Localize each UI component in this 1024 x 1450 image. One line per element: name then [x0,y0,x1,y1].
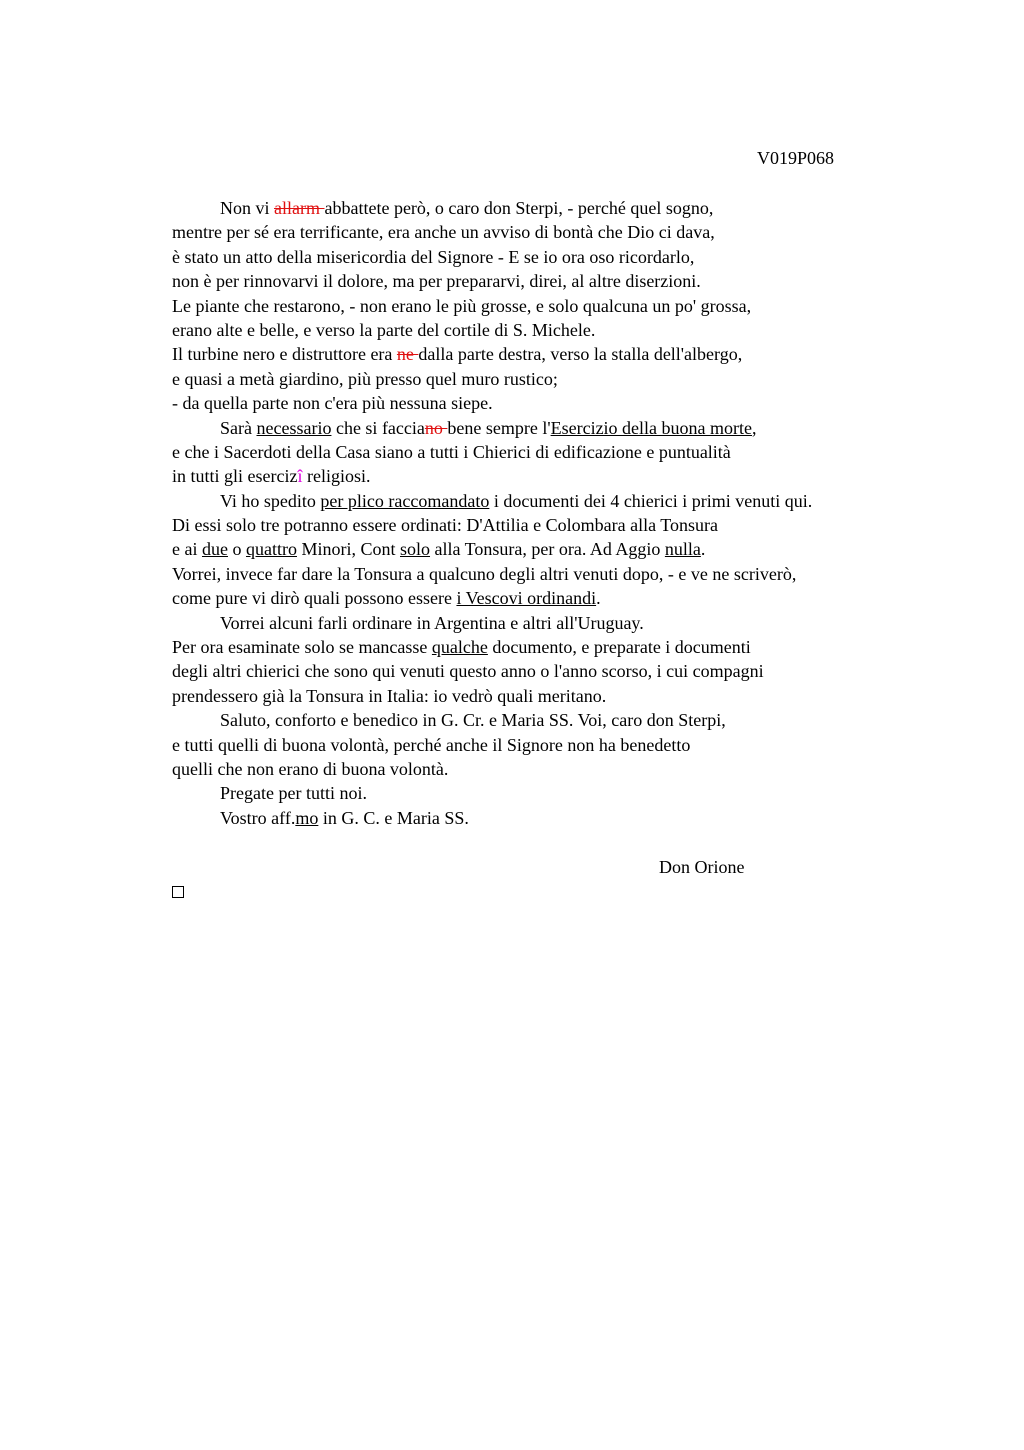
blank-line [172,830,932,854]
deleted-word: no [424,417,448,438]
document-reference-code: V019P068 [757,148,835,168]
square-icon [172,886,184,898]
text-line: Di essi solo tre potranno essere ordinati: D'Attilia e Colombara alla Tonsura [172,515,719,536]
text-line: Vi ho spedito per plico raccomandato i documenti dei 4 chierici i primi venuti qui. [220,490,813,511]
text-line: Non vi allarm abbattete però, o caro don Sterpi, - perché quel sogno, [220,198,714,218]
text-line: Pregate per tutti noi. [220,783,367,804]
underlined-text: nulla [664,539,701,560]
text-line: Il turbine nero e distruttore era ne dalla parte destra, verso la stalla dell'albergo, [172,344,743,365]
text-line: prendessero già la Tonsura in Italia: io vedrò quali meritano. [172,685,607,706]
underlined-text: necessario [256,417,332,438]
text-line: e che i Sacerdoti della Casa siano a tutti i Chierici di edificazione e puntualità [172,441,731,462]
letter-body [172,196,932,903]
text-line: e tutti quelli di buona volontà, perché anche il Signore non ha benedetto [172,734,691,755]
text-line: erano alte e belle, e verso la parte del cortile di S. Michele. [172,319,596,340]
underlined-text: i Vescovi ordinandi [456,588,597,609]
underlined-text: qualche [431,637,488,658]
deleted-word: allarm [274,198,325,218]
correction-mark: î [297,466,303,487]
text-line: degli altri chierici che sono qui venuti questo anno o l'anno scorso, i cui compagni [172,661,764,682]
text-line: non è per rinnovarvi il dolore, ma per prepararvi, direi, al altre diserzioni. [172,271,701,292]
text-line: - da quella parte non c'era più nessuna siepe. [172,393,493,414]
underlined-text: quattro [245,539,297,560]
text-line: Vorrei alcuni farli ordinare in Argentina e altri all'Uruguay. [220,612,644,633]
text-line: Vorrei, invece far dare la Tonsura a qualcuno degli altri venuti dopo, - e ve ne scriverò, [172,563,797,584]
underlined-text: mo [295,807,319,828]
underlined-text: per plico raccomandato [320,490,490,511]
text-line: mentre per sé era terrificante, era anche un avviso di bontà che Dio ci dava, [172,222,715,243]
end-marker [172,879,932,903]
text-line: come pure vi dirò quali possono essere i Vescovi ordinandi. [172,588,601,609]
text-line: quelli che non erano di buona volontà. [172,758,449,779]
deleted-word: ne [396,344,419,365]
text-line: Le piante che restarono, - non erano le più grosse, e solo qualcuna un po' grossa, [172,295,752,316]
underlined-text: solo [400,539,431,560]
text-line: e ai due o quattro Minori, Cont solo alla Tonsura, per ora. Ad Aggio nulla. [172,539,706,560]
underlined-text: due [201,539,228,560]
underlined-text: Esercizio della buona morte [550,417,753,438]
text-line: Per ora esaminate solo se mancasse qualche documento, e preparate i documenti [172,637,751,658]
text-line: Saluto, conforto e benedico in G. Cr. e Maria SS. Voi, caro don Sterpi, [220,710,726,731]
text-line: Vostro aff.mo in G. C. e Maria SS. [220,807,469,828]
signature: Don Orione [659,856,745,877]
text-line: è stato un atto della misericordia del Signore - E se io ora oso ricordarlo, [172,246,695,267]
text-line: e quasi a metà giardino, più presso quel muro rustico; [172,368,558,389]
text-line: in tutti gli esercizî religiosi. [172,466,371,487]
text-line: Sarà necessario che si facciano bene sempre l'Esercizio della buona morte, [220,417,757,438]
